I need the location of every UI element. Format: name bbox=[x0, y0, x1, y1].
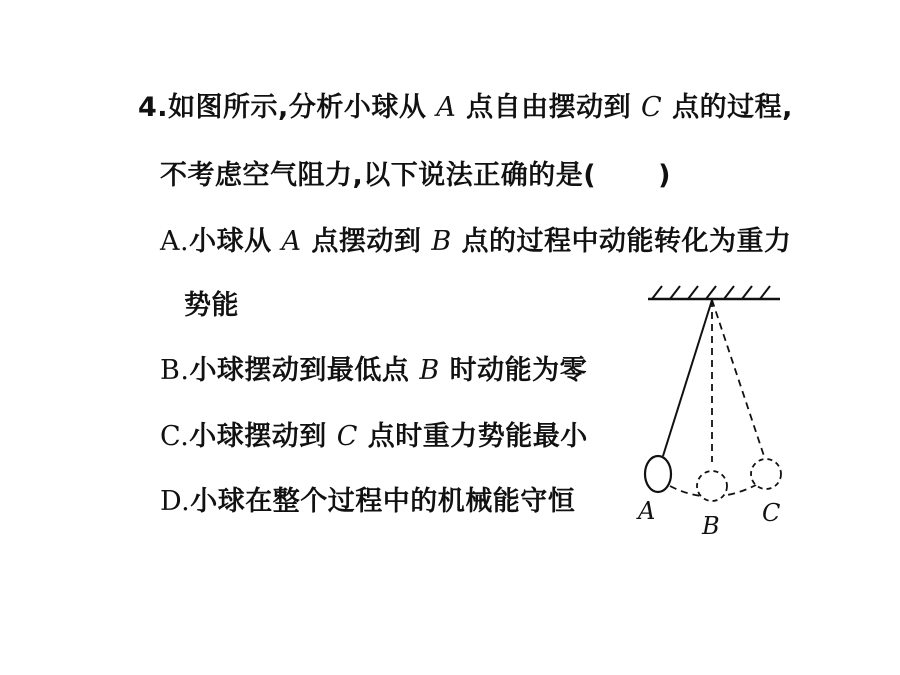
option-b-letter: B. bbox=[160, 355, 190, 386]
option-b-text-1: 小球摆动到最低点 bbox=[189, 355, 420, 386]
label-c: C bbox=[762, 499, 781, 527]
option-c-var-1: C bbox=[336, 421, 358, 452]
ceiling-hatching bbox=[652, 286, 770, 299]
label-b: B bbox=[702, 512, 720, 540]
ball-a bbox=[645, 456, 671, 492]
question-close-paren: ) bbox=[658, 160, 671, 191]
question-text-1b: 点自由摆动到 bbox=[456, 92, 642, 123]
ball-b bbox=[697, 471, 727, 501]
option-c bbox=[160, 421, 588, 453]
label-a: A bbox=[638, 497, 656, 525]
option-a-continuation bbox=[184, 290, 239, 322]
option-c-text-1: 小球摆动到 bbox=[189, 421, 337, 452]
option-c-letter: C. bbox=[160, 421, 190, 452]
pendulum-figure bbox=[630, 276, 790, 546]
option-a-var-2: B bbox=[431, 226, 452, 257]
option-c-text-2: 点时重力势能最小 bbox=[357, 421, 588, 452]
option-a-letter: A. bbox=[160, 226, 190, 257]
question-number-sep: . bbox=[157, 92, 169, 123]
option-d-text-1: 小球在整个过程中的机械能守恒 bbox=[190, 486, 576, 517]
option-b-text-2: 时动能为零 bbox=[439, 355, 588, 386]
pendulum-string bbox=[663, 300, 712, 456]
ball-c bbox=[751, 459, 781, 489]
option-a-text-2: 点摆动到 bbox=[301, 226, 432, 257]
option-a-cont-text: 势能 bbox=[184, 290, 239, 321]
question-number: 4 bbox=[138, 92, 158, 123]
option-a-text-3: 点的过程中动能转化为重力 bbox=[451, 226, 792, 257]
point-a-ref: A bbox=[436, 92, 457, 123]
option-a-text-1: 小球从 bbox=[189, 226, 282, 257]
question-text-1c: 点的过程, bbox=[662, 92, 793, 123]
question-text-1a: 如图所示,分析小球从 bbox=[168, 92, 437, 123]
question-line-2 bbox=[160, 160, 671, 192]
option-b-var-1: B bbox=[419, 355, 440, 386]
option-b bbox=[160, 355, 587, 387]
question-line-1 bbox=[138, 92, 793, 124]
option-a-var-1: A bbox=[281, 226, 302, 257]
dashed-string-c bbox=[712, 300, 764, 456]
point-c-ref: C bbox=[641, 92, 663, 123]
option-a bbox=[160, 226, 792, 258]
option-d-letter: D. bbox=[160, 486, 191, 517]
option-d bbox=[160, 486, 575, 518]
question-text-2: 不考虑空气阻力,以下说法正确的是( bbox=[160, 160, 597, 191]
